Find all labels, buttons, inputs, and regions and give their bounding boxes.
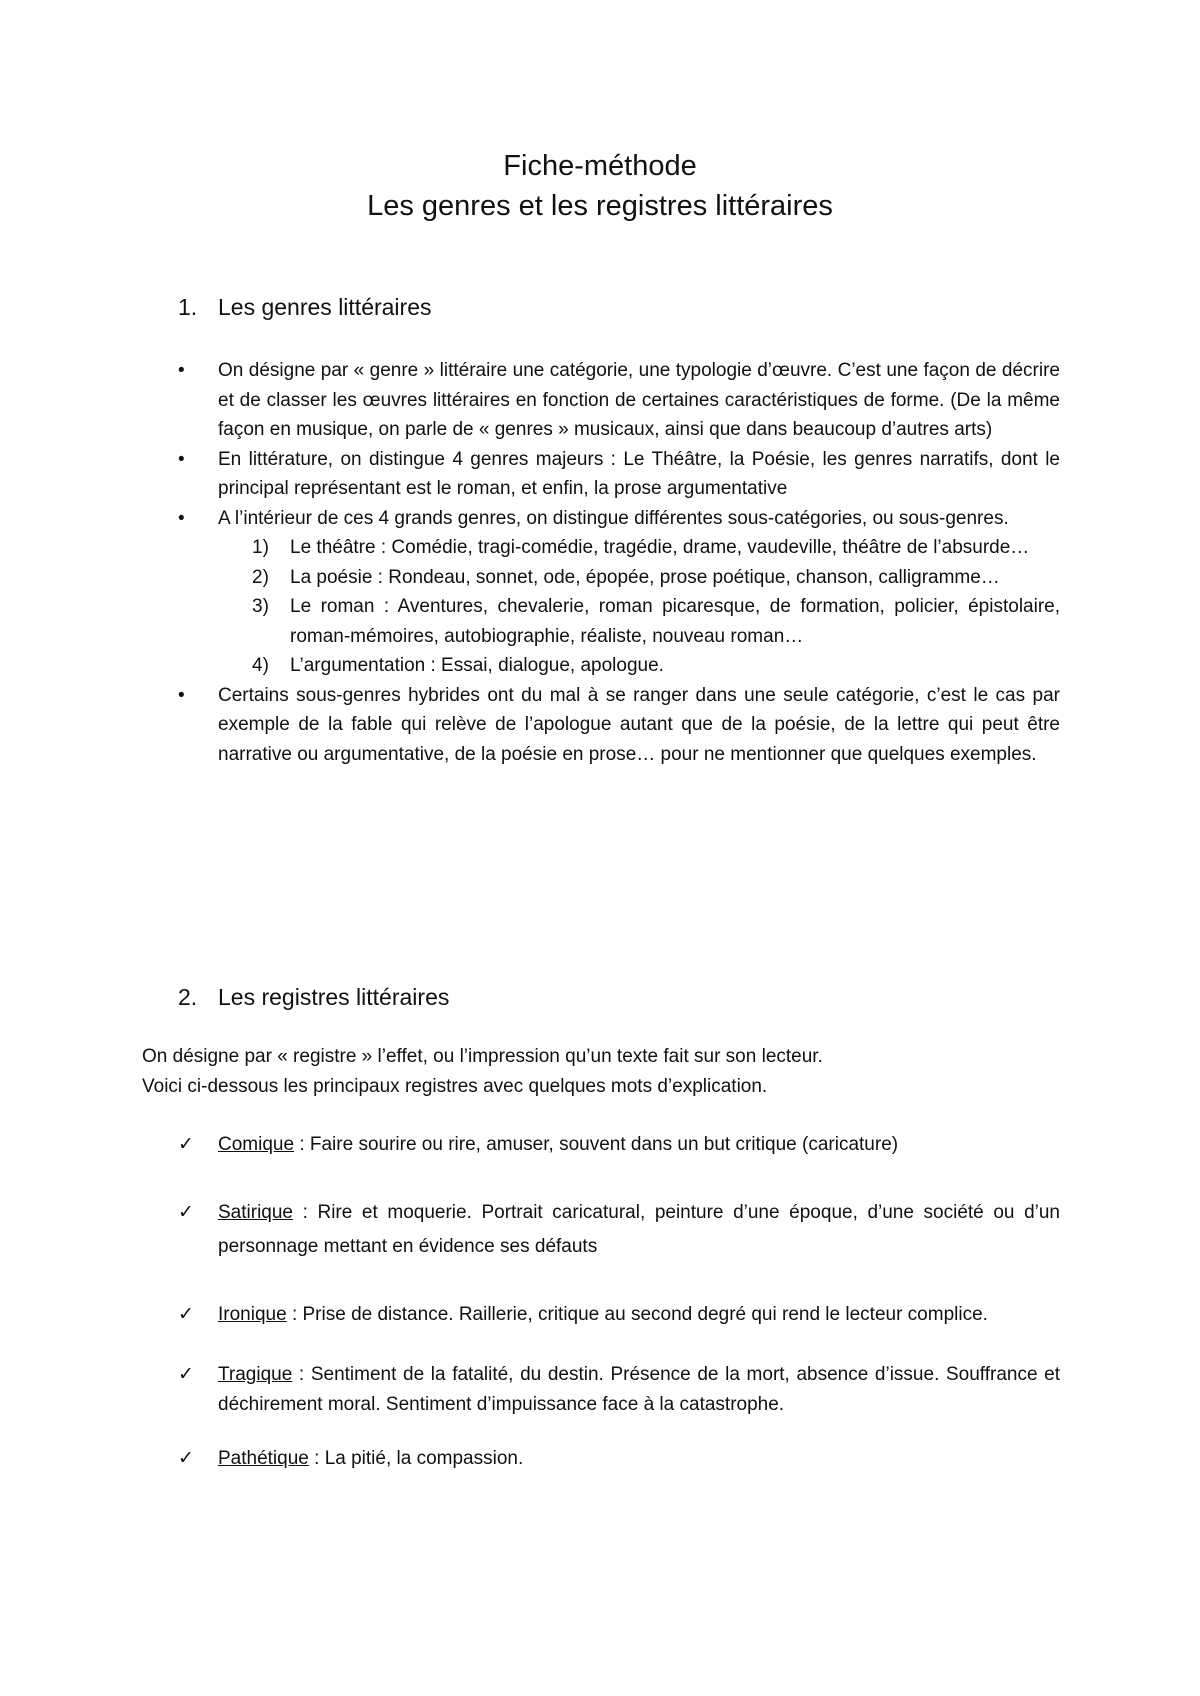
subgenre-item: [218, 533, 1060, 563]
registre-term: Ironique: [218, 1304, 287, 1325]
subgenre-text: Le roman : Aventures, chevalerie, roman picaresque, de formation, policier, épistolaire, roman-mémoires, autobiographie, réaliste, nouveau roman…: [290, 596, 1060, 647]
bullet-text: On désigne par « genre » littéraire une catégorie, une typologie d’œuvre. C’est une façon de décrire et de classer les œuvres littéraires en fonction de certaines caractéristiques de forme. (De la même façon en musique, on parle de « genres » musicaux, ainsi que dans beaucoup d’autres arts): [218, 360, 1060, 440]
list-item: [178, 1442, 1060, 1476]
registre-definition: : Sentiment de la fatalité, du destin. Présence de la mort, absence d’issue. Souffrance et déchirement moral. Sentiment d’impuissance face à la catastrophe.: [218, 1364, 1060, 1415]
registre-term: Satirique: [218, 1202, 293, 1223]
intro-line-2: Voici ci-dessous les principaux registres avec quelques mots d’explication.: [142, 1076, 768, 1097]
intro-line-1: On désigne par « registre » l’effet, ou l’impression qu’un texte fait sur son lecteur.: [142, 1046, 823, 1067]
bullet-text: Certains sous-genres hybrides ont du mal à se ranger dans une seule catégorie, c’est le cas par exemple de la fable qui relève de l’apologue autant que de la poésie, de la lettre qui peut être narrative ou argumentative, de la poésie en prose… pour ne mentionner que quelques exemples.: [218, 684, 1060, 765]
subgenre-text: Le théâtre : Comédie, tragi-comédie, tragédie, drame, vaudeville, théâtre de l’absurde…: [290, 537, 1030, 558]
list-item: [178, 504, 1060, 681]
section-1-heading: [178, 292, 432, 322]
checkmark-icon: ✓: [178, 1448, 194, 1469]
subgenres-list: [218, 533, 1060, 681]
genres-bullet-list: [178, 356, 1060, 769]
subgenre-number: 4): [252, 655, 269, 676]
registre-definition: : Rire et moquerie. Portrait caricatural, peinture d’une époque, d’une société ou d’un personnage mettant en évidence ses défauts: [218, 1202, 1060, 1257]
document-title: [0, 146, 1200, 226]
bullet-icon: •: [178, 684, 185, 706]
list-item: [178, 1128, 1060, 1162]
bullet-text: En littérature, on distingue 4 genres majeurs : Le Théâtre, la Poésie, les genres narratifs, dont le principal représentant est le roman, et enfin, la prose argumentative: [218, 448, 1060, 499]
list-item: [178, 445, 1060, 504]
title-line-1: Fiche-méthode: [503, 150, 697, 182]
bullet-icon: •: [178, 360, 185, 381]
subgenre-number: 1): [252, 537, 269, 558]
list-item: [178, 1298, 1060, 1332]
section-1-title: Les genres littéraires: [218, 294, 432, 320]
registres-list: [178, 1128, 1060, 1476]
subgenre-item: [218, 651, 1060, 681]
registre-definition: : Faire sourire ou rire, amuser, souvent dans un but critique (caricature): [294, 1134, 899, 1155]
checkmark-icon: ✓: [178, 1364, 194, 1385]
bullet-text: A l’intérieur de ces 4 grands genres, on distingue différentes sous-catégories, ou sous-genres.: [218, 507, 1009, 529]
list-item: [178, 1196, 1060, 1264]
registre-definition: : La pitié, la compassion.: [308, 1448, 524, 1469]
subgenre-number: 2): [252, 566, 269, 588]
list-item: [178, 356, 1060, 445]
registres-intro: [142, 1042, 1062, 1102]
section-2-heading: [178, 982, 449, 1012]
subgenre-item: [218, 563, 1060, 593]
subgenre-item: [218, 592, 1060, 651]
registre-term: Comique: [218, 1134, 295, 1155]
bullet-icon: •: [178, 448, 185, 470]
list-item: [178, 681, 1060, 770]
registre-term: Pathétique: [218, 1448, 309, 1469]
bullet-icon: •: [178, 507, 185, 529]
subgenre-number: 3): [252, 596, 269, 617]
subgenre-text: La poésie : Rondeau, sonnet, ode, épopée, prose poétique, chanson, calligramme…: [290, 566, 1000, 588]
registre-definition: : Prise de distance. Raillerie, critique au second degré qui rend le lecteur complice.: [286, 1304, 988, 1325]
section-2-number: 2.: [178, 984, 198, 1010]
section-2-title: Les registres littéraires: [218, 984, 450, 1010]
list-item: [178, 1360, 1060, 1420]
title-line-2: Les genres et les registres littéraires: [367, 190, 833, 222]
registre-term: Tragique: [218, 1364, 293, 1385]
checkmark-icon: ✓: [178, 1202, 194, 1223]
checkmark-icon: ✓: [178, 1304, 194, 1325]
section-1-number: 1.: [178, 294, 198, 320]
checkmark-icon: ✓: [178, 1134, 194, 1155]
subgenre-text: L’argumentation : Essai, dialogue, apologue.: [290, 655, 664, 676]
